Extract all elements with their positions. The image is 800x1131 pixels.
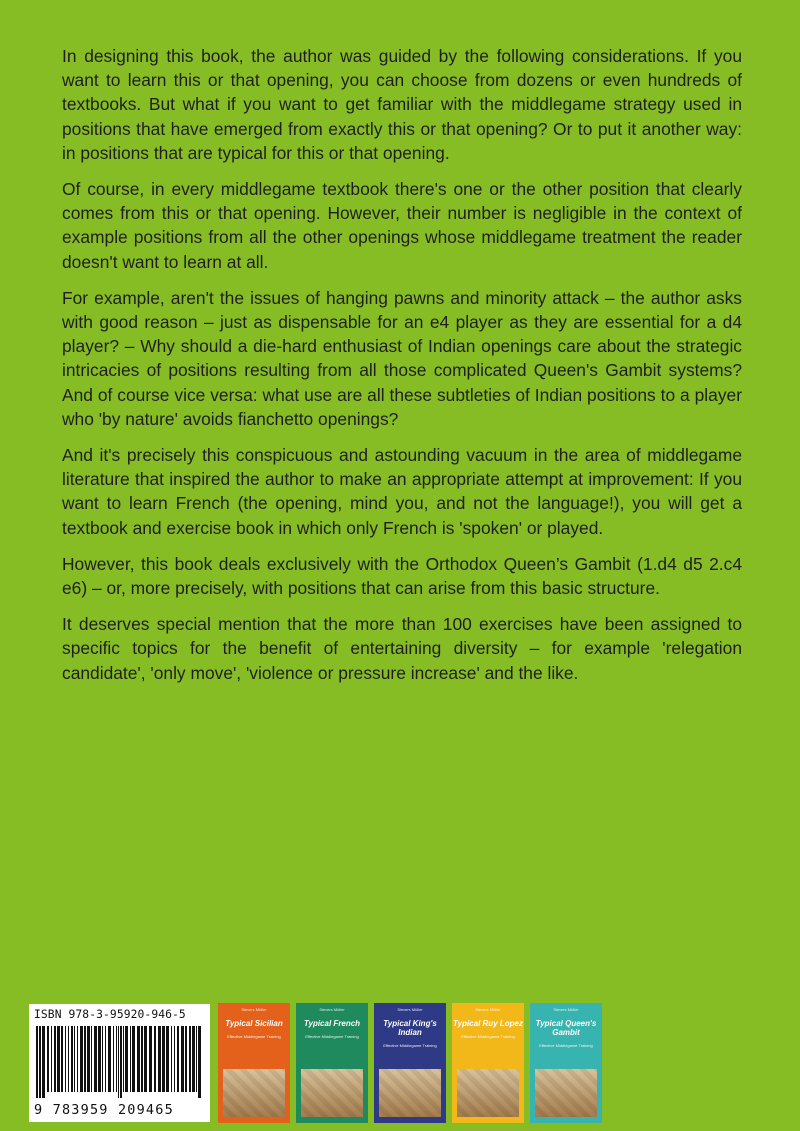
isbn-barcode [29, 1004, 210, 1122]
book-author: Sievers Müller [397, 1007, 423, 1012]
barcode-bar [141, 1026, 143, 1092]
barcode-bar [137, 1026, 140, 1092]
book-cover-typical-sicilian [218, 1003, 290, 1123]
paragraph-6: It deserves special mention that the more than 100 exercises have been assigned to specific topics for the benefit of entertaining diversity – for example 'relegation candidate', 'only move', 'violence or pressure increase' and the like. [62, 614, 742, 683]
chessboard-image [457, 1069, 519, 1117]
book-subtitle: Effective Middlegame Training [461, 1034, 515, 1039]
barcode-bar [196, 1026, 197, 1092]
barcode-bar [102, 1026, 103, 1092]
paragraph-5: However, this book deals exclusively with the Orthodox Queen’s Gambit (1.d4 d5 2.c4 e6) – or, more precisely, with positions that can arise from this basic structure. [62, 553, 742, 599]
book-cover-typical-kings-indian [374, 1003, 446, 1123]
barcode-bar [198, 1026, 201, 1098]
book-title: Typical Sicilian [225, 1019, 283, 1028]
barcode-bar [162, 1026, 165, 1092]
barcode-bar [65, 1026, 66, 1092]
barcode-bar [94, 1026, 97, 1092]
paragraph-2: Of course, in every middlegame textbook there's one or the other position that clearly comes from this or that opening. However, their number is negligible in the context of example positions from all the other openings whose middlegame treatment the reader doesn't want to learn at all. [62, 179, 742, 272]
book-author: Sievers Müller [475, 1007, 501, 1012]
paragraph-4: And it's precisely this conspicuous and astounding vacuum in the area of middlegame literature that inspired the author to make an appropriate attempt at improvement: If you want to learn French (the opening, mind you, and not the language!), you will get a textbook and exercise book in which only French is 'spoken' or played. [62, 445, 742, 538]
barcode-bar [42, 1026, 45, 1098]
book-cover-typical-queens-gambit [530, 1003, 602, 1123]
barcode-bar [108, 1026, 111, 1092]
barcode-bar [177, 1026, 179, 1092]
barcode-bar [71, 1026, 73, 1092]
book-title: Typical Queen's Gambit [535, 1019, 597, 1037]
chessboard-image [301, 1069, 363, 1117]
chessboard-image [535, 1069, 597, 1117]
barcode-bar [77, 1026, 78, 1092]
barcode-bar [98, 1026, 101, 1092]
barcode-bar [54, 1026, 56, 1092]
barcode-bar [80, 1026, 83, 1092]
barcode-bar [125, 1026, 128, 1092]
barcode-bar [105, 1026, 106, 1092]
barcode-bar [74, 1026, 75, 1092]
barcode-bar [132, 1026, 135, 1092]
ean-digits: 9 783959 209465 [34, 1102, 174, 1118]
barcode-bar [154, 1026, 156, 1092]
book-author: Sievers Müller [553, 1007, 579, 1012]
barcode-bar [57, 1026, 60, 1092]
barcode-bar [68, 1026, 69, 1092]
book-cover-typical-french [296, 1003, 368, 1123]
barcode-bar [181, 1026, 184, 1092]
chessboard-image [379, 1069, 441, 1117]
blurb-text [62, 44, 742, 697]
book-subtitle: Effective Middlegame Training [383, 1043, 437, 1048]
barcode-bar [171, 1026, 172, 1092]
paragraph-1: In designing this book, the author was guided by the following considerations. If you want to learn this or that opening, you can choose from dozens or even hundreds of textbooks. But what if you want to get familiar with the middlegame strategy used in positions that have emerged from exactly this or that opening? Or to put it another way: in positions that are typical for this or that opening. [62, 46, 742, 163]
barcode-bar [144, 1026, 147, 1092]
barcode-bar [189, 1026, 191, 1092]
barcode-bar [166, 1026, 169, 1092]
book-title: Typical King's Indian [383, 1019, 437, 1037]
book-cover-typical-ruy-lopez [452, 1003, 524, 1123]
barcode-bar [116, 1026, 117, 1092]
barcode-bar [118, 1026, 119, 1098]
book-author: Sievers Müller [319, 1007, 345, 1012]
barcode-bar [174, 1026, 175, 1092]
book-title: Typical French [303, 1019, 361, 1028]
barcode-bar [84, 1026, 86, 1092]
barcode-bar [87, 1026, 90, 1092]
barcode-bar [185, 1026, 187, 1092]
barcode-bar [36, 1026, 38, 1098]
barcode-bar [158, 1026, 161, 1092]
barcode-bar [47, 1026, 49, 1092]
barcode-bar [51, 1026, 52, 1092]
barcode-bar [91, 1026, 92, 1092]
barcode-bar [192, 1026, 195, 1092]
barcode-bar [123, 1026, 124, 1092]
book-subtitle: Effective Middlegame Training [539, 1043, 593, 1048]
paragraph-3: For example, aren't the issues of hanging pawns and minority attack – the author asks with good reason – just as dispensable for an e4 player as they are essential for a d4 player? – Why should a die-hard enthusiast of Indian openings care about the strategic intricacies of positions resulting from all those complicated Queen's Gambit systems? And of course vice versa: what use are all these subtleties of Indian positions to a player who 'by nature' avoids fianchetto openings? [62, 287, 742, 429]
barcode-bar [61, 1026, 63, 1092]
barcode-bar [130, 1026, 131, 1092]
barcode-bar [113, 1026, 114, 1092]
barcode-bar [149, 1026, 152, 1092]
book-subtitle: Effective Middlegame Training [227, 1034, 281, 1039]
chessboard-image [223, 1069, 285, 1117]
book-title: Typical Ruy Lopez [453, 1019, 523, 1028]
barcode-bar [39, 1026, 41, 1098]
isbn-label: ISBN 978-3-95920-946-5 [34, 1008, 186, 1021]
book-subtitle: Effective Middlegame Training [305, 1034, 359, 1039]
barcode-bars [34, 1026, 205, 1098]
book-author: Sievers Müller [241, 1007, 267, 1012]
barcode-bar [120, 1026, 122, 1098]
